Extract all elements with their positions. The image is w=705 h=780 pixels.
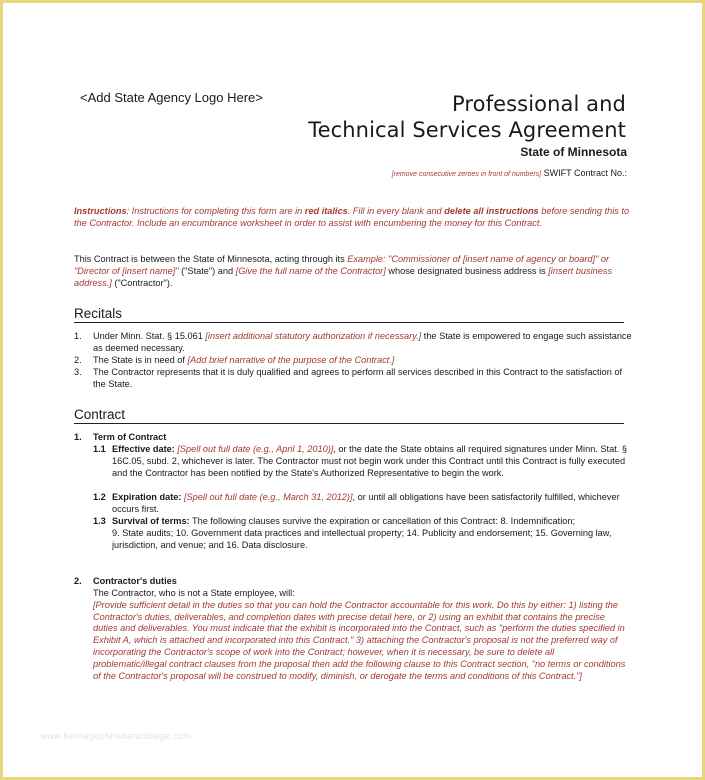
duties-intro: The Contractor, who is not a State employee, will:: [93, 588, 295, 598]
contract-heading: Contract: [74, 407, 624, 424]
document-title-line2: Technical Services Agreement: [308, 118, 626, 142]
agency-logo-placeholder: <Add State Agency Logo Here>: [80, 90, 263, 105]
intro-paragraph: This Contract is between the State of Minnesota, acting through its Example: "Commissioner of [insert name of agency or board]" or "Director of [insert name]" ("State") and [Give the full name of the Contractor] whose designated business address is [insert business address.] ("Contractor").: [74, 254, 613, 288]
instructions-paragraph: Instructions: Instructions for completing this form are in red italics. Fill in every blank and delete all instructions before sending this to the Contractor. Include an encumbrance worksheet in order to assist with encumbering the money for this Contract.: [74, 206, 630, 228]
swift-label: SWIFT Contract No.:: [543, 168, 627, 178]
duties-body: [93, 588, 628, 682]
duties-hint: [Provide sufficient detail in the duties so that you can hold the Contractor accountable for this work. Do this by either: 1) listing the Contractor's duties, deliverables, and completion dates with precise detail here, or 2) using an exhibit that contains the precise duties and deliverables. You must indicate that the exhibit is incorporated into the Contract, such as "perform the duties specified in Exhibit A, which is attached and incorporated into this Contract." 3) attaching the Contractor's proposal is not the preferred way of incorporating the Contractor's scope of work into the Contract; however, when it is necessary, be sure to delete all problematic/illegal contract clauses from the proposal then add the following clause to this Contract section, "no terms or conditions of the Contractor's proposal will be construed to modify, diminish, or derogate the terms and conditions of this Contract."]: [93, 599, 626, 681]
recitals-heading: Recitals: [74, 306, 624, 323]
watermark: www.heritagechristiancollege.com: [40, 731, 192, 741]
swift-contract-line: [392, 168, 627, 178]
swift-hint: [remove consecutive zeroes in front of numbers]: [391, 171, 542, 178]
state-name: State of Minnesota: [520, 145, 627, 159]
instructions-label: Instructions: [74, 206, 127, 216]
document-title-line1: Professional and: [452, 92, 626, 116]
